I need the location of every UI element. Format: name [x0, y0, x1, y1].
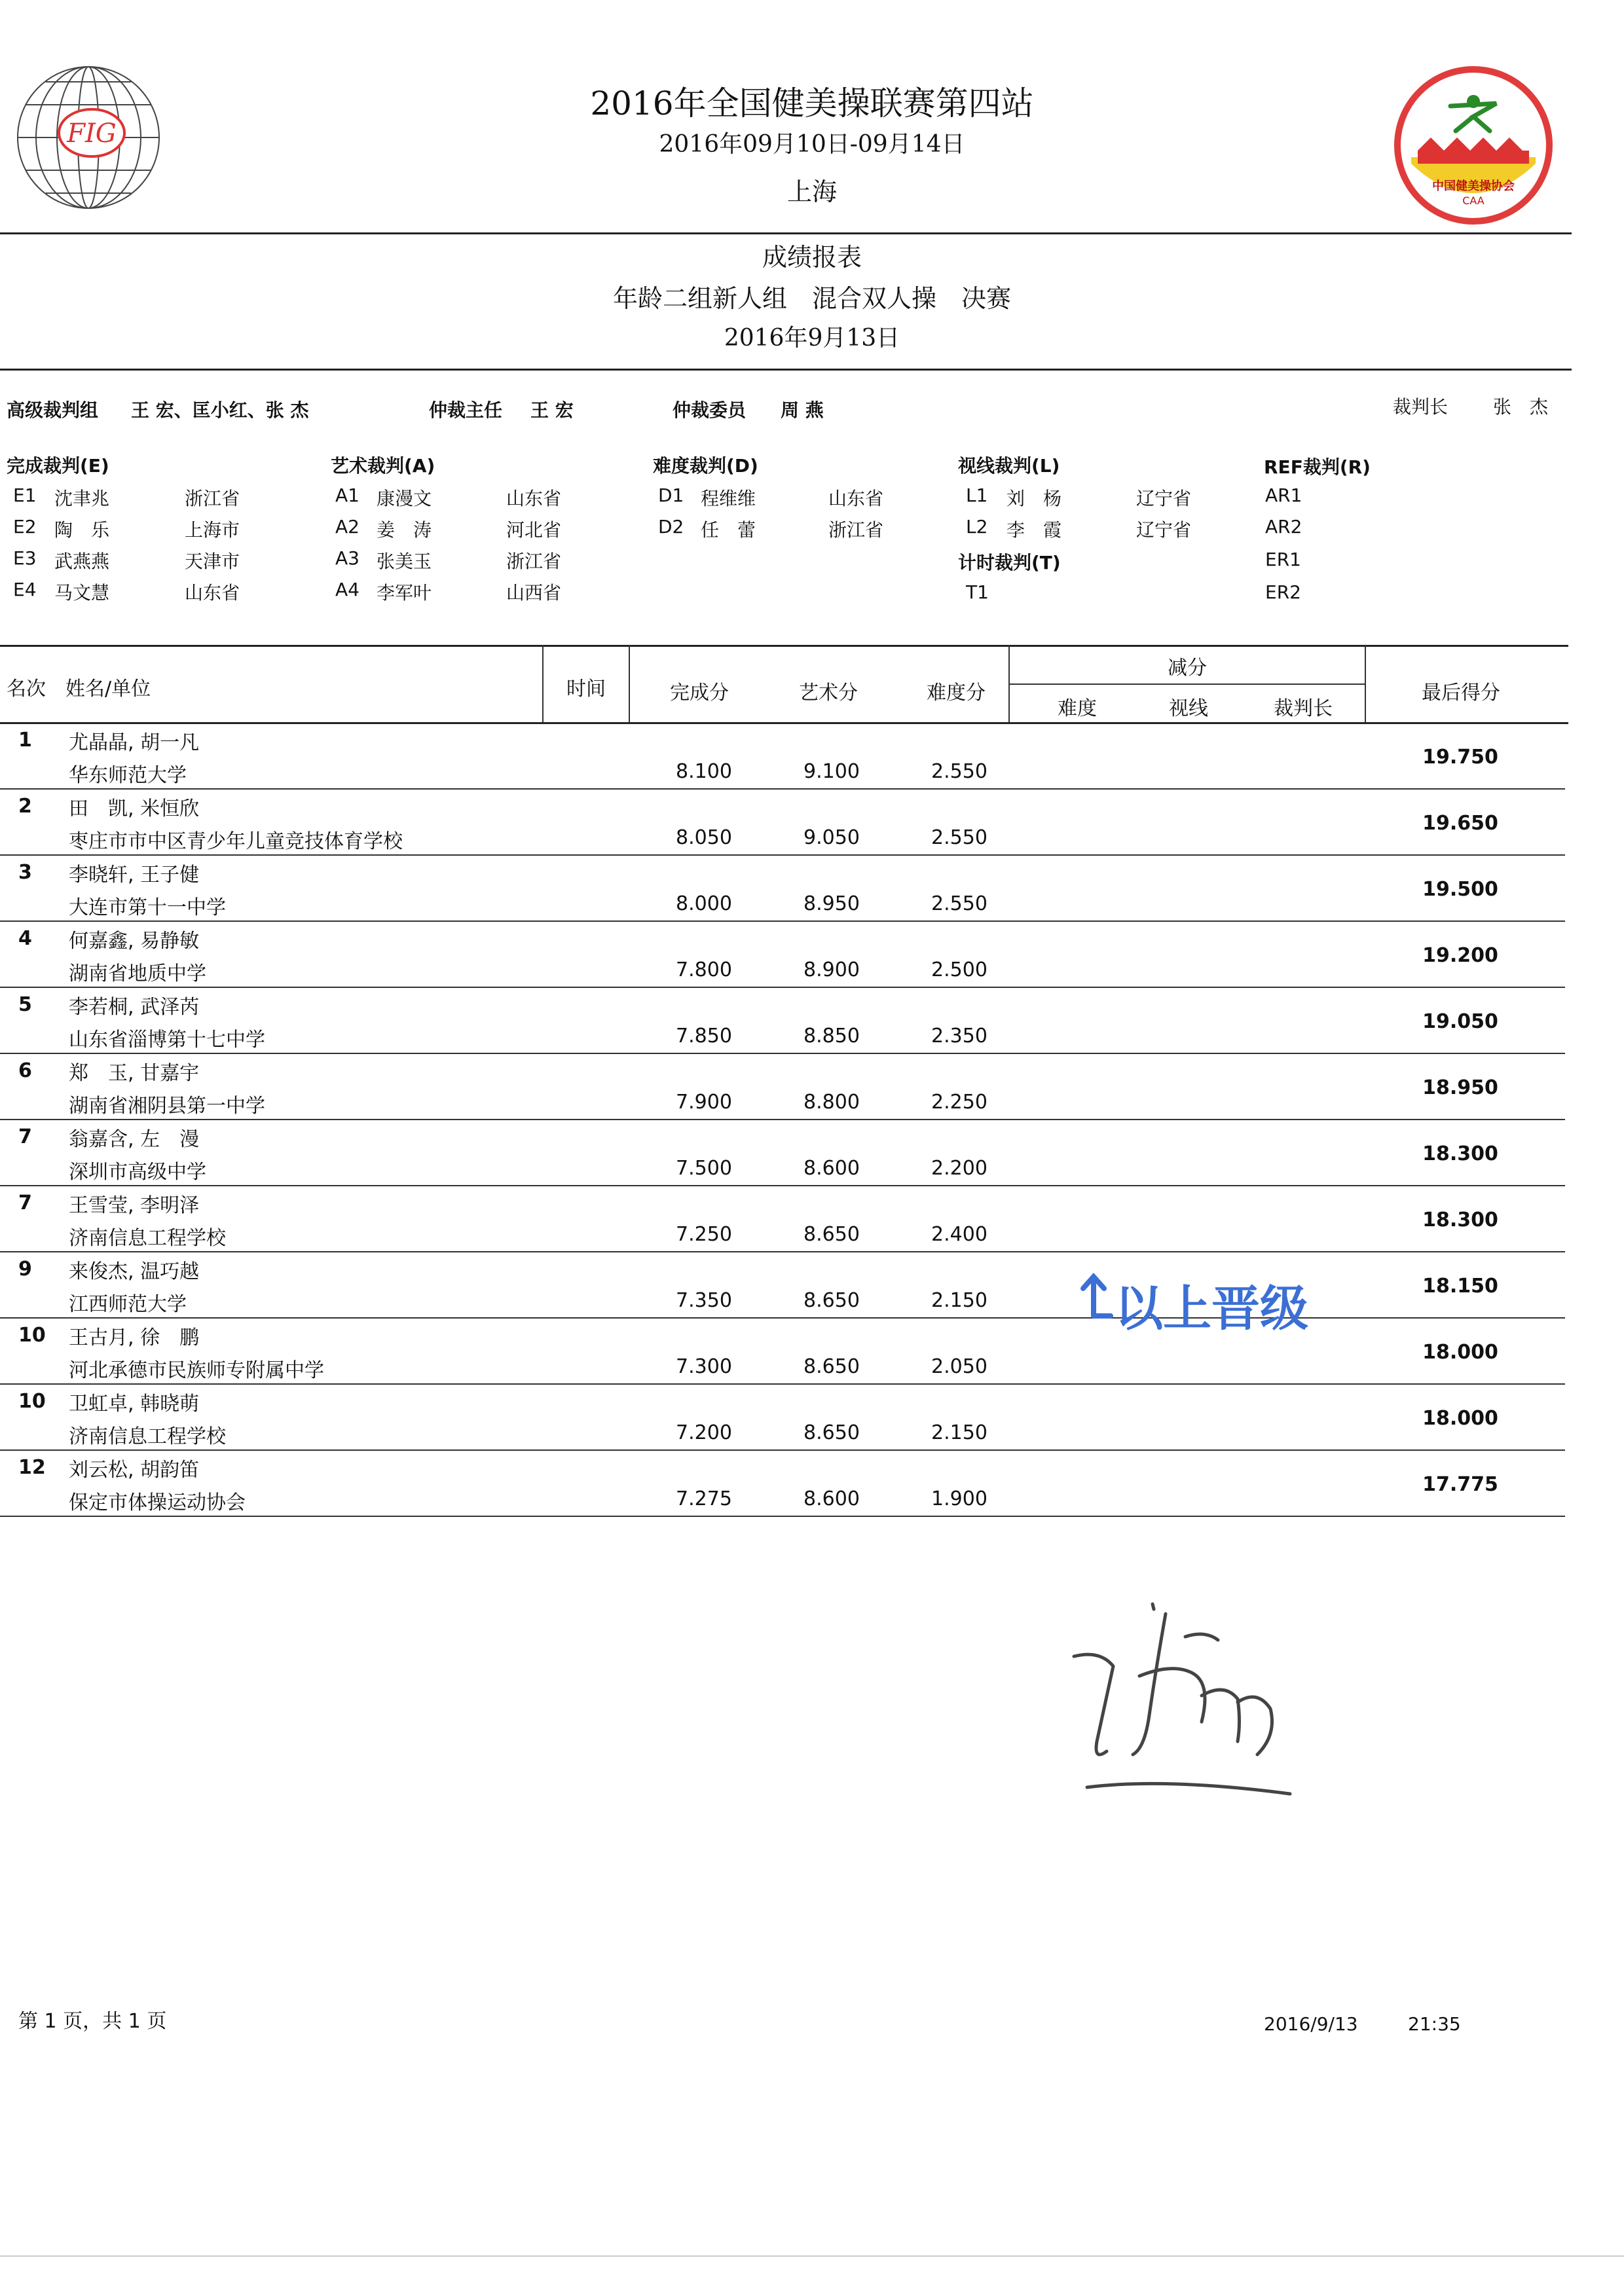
col-time: 时间 [566, 678, 606, 701]
unit-cell: 湖南省湘阴县第一中学 [69, 1095, 265, 1118]
promotion-text: 以上晋级 [1115, 1281, 1308, 1337]
art-score-cell: 8.650 [803, 1355, 860, 1378]
judge-province: 浙江省 [506, 551, 562, 572]
judge-name: 刘 杨 [1006, 488, 1062, 509]
art-score-cell: 9.100 [803, 760, 860, 783]
print-date: 2016/9/13 [1264, 2013, 1358, 2035]
ref-judges-label: REF裁判(R) [1264, 456, 1371, 478]
art-score-cell: 8.600 [803, 1157, 860, 1180]
up-arrow-icon [1074, 1270, 1113, 1322]
col-exec: 完成分 [670, 682, 729, 704]
judge-province: 辽宁省 [1136, 519, 1192, 541]
execution-judges-label: 完成裁判(E) [7, 455, 109, 477]
judge-province: 河北省 [506, 519, 562, 541]
diff-score-cell: 2.150 [931, 1421, 987, 1444]
caa-logo [1392, 65, 1555, 226]
table-row [0, 788, 1565, 856]
diff-score-cell: 2.550 [931, 826, 987, 849]
unit-cell: 济南信息工程学校 [69, 1425, 226, 1448]
event-city: 上海 [786, 177, 837, 206]
event-dates: 2016年09月10日-09月14日 [659, 131, 965, 158]
col-ded-head: 裁判长 [1274, 697, 1333, 720]
arbiter-member-name: 周 燕 [781, 399, 824, 421]
ref-judge-code: AR2 [1265, 516, 1302, 538]
diff-score-cell: 2.050 [931, 1355, 987, 1378]
rank-cell: 1 [18, 729, 32, 752]
judge-province: 山东省 [185, 582, 240, 604]
judge-province: 天津市 [185, 551, 240, 572]
exec-score-cell: 8.050 [676, 826, 732, 849]
ref-judge-code: ER2 [1265, 581, 1301, 603]
header-divider [0, 232, 1572, 234]
exec-score-cell: 7.350 [676, 1289, 732, 1312]
judge-name: 程维维 [701, 488, 756, 509]
diff-score-cell: 2.200 [931, 1157, 987, 1180]
page-indicator: 第 1 页，共 1 页 [18, 2010, 167, 2033]
unit-cell: 保定市体操运动协会 [69, 1491, 246, 1514]
unit-cell: 江西师范大学 [69, 1293, 187, 1316]
judge-code: A1 [335, 484, 360, 506]
judge-code: E4 [13, 579, 37, 600]
judge-code: E3 [13, 547, 37, 569]
report-date: 2016年9月13日 [724, 325, 900, 352]
diff-score-cell: 2.550 [931, 892, 987, 915]
exec-score-cell: 7.500 [676, 1157, 732, 1180]
judge-name: 马文慧 [54, 582, 110, 604]
svg-text:FIG: FIG [67, 118, 117, 149]
col-rank: 名次 [7, 678, 46, 701]
table-row [0, 1119, 1565, 1186]
chief-arbiter-name: 王 宏 [530, 399, 574, 421]
senior-panel-label: 高级裁判组 [7, 399, 99, 421]
judge-province: 山东省 [828, 488, 884, 509]
art-score-cell: 8.600 [803, 1487, 860, 1510]
svg-text:中国健美操协会: 中国健美操协会 [1432, 179, 1515, 193]
col-final: 最后得分 [1422, 682, 1500, 704]
signature [1061, 1591, 1310, 1813]
line-judges-label: 视线裁判(L) [958, 455, 1060, 477]
art-score-cell: 8.800 [803, 1091, 860, 1114]
globe-icon [13, 62, 164, 213]
diff-score-cell: 2.350 [931, 1025, 987, 1048]
final-score-cell: 18.150 [1422, 1275, 1498, 1298]
table-row [0, 920, 1565, 988]
exec-score-cell: 7.850 [676, 1025, 732, 1048]
final-score-cell: 17.775 [1422, 1473, 1498, 1496]
judge-province: 浙江省 [185, 488, 240, 509]
final-score-cell: 18.300 [1422, 1142, 1498, 1165]
judge-name: 康漫文 [377, 488, 432, 509]
head-judge-name: 张 杰 [1493, 396, 1549, 418]
judge-code: D2 [658, 516, 684, 538]
judge-name: 李 霞 [1006, 519, 1062, 541]
judge-code: A4 [335, 579, 360, 600]
chief-arbiter-label: 仲裁主任 [429, 399, 503, 421]
head-judge-label: 裁判长 [1393, 396, 1449, 418]
report-title: 成绩报表 [762, 243, 862, 272]
judge-name: 陶 乐 [54, 519, 110, 541]
table-row [0, 1449, 1565, 1517]
ref-judge-code: ER1 [1265, 549, 1301, 570]
judge-name: 任 蕾 [701, 519, 756, 541]
final-score-cell: 19.050 [1422, 1010, 1498, 1033]
final-score-cell: 18.950 [1422, 1076, 1498, 1099]
final-score-cell: 18.300 [1422, 1209, 1498, 1231]
judge-code: L1 [966, 484, 988, 506]
rank-cell: 3 [18, 861, 32, 884]
exec-score-cell: 7.300 [676, 1355, 732, 1378]
judge-code: E2 [13, 516, 37, 538]
report-category: 年龄二组新人组 混合双人操 决赛 [612, 284, 1011, 313]
senior-panel-names: 王 宏、匡小红、张 杰 [131, 399, 309, 421]
unit-cell: 华东师范大学 [69, 764, 187, 787]
rank-cell: 7 [18, 1192, 32, 1214]
unit-cell: 枣庄市市中区青少年儿童竞技体育学校 [69, 830, 403, 853]
athlete-names-cell: 田 凯, 米恒欣 [69, 797, 200, 820]
final-score-cell: 19.500 [1422, 878, 1498, 901]
judge-province: 浙江省 [828, 519, 884, 541]
athlete-names-cell: 郑 玉, 甘嘉宇 [69, 1062, 200, 1085]
athlete-names-cell: 李晓轩, 王子健 [69, 864, 200, 886]
judge-name: 李军叶 [377, 582, 432, 604]
exec-score-cell: 7.275 [676, 1487, 732, 1510]
exec-score-cell: 8.000 [676, 892, 732, 915]
table-row [0, 1251, 1565, 1319]
final-score-cell: 19.650 [1422, 812, 1498, 835]
art-score-cell: 8.850 [803, 1025, 860, 1048]
rank-cell: 6 [18, 1059, 32, 1082]
table-row [0, 722, 1565, 790]
athlete-names-cell: 尤晶晶, 胡一凡 [69, 731, 200, 754]
exec-score-cell: 8.100 [676, 760, 732, 783]
timing-judges-label: 计时裁判(T) [958, 552, 1061, 574]
judge-province: 辽宁省 [1136, 488, 1192, 509]
judge-code: E1 [13, 484, 37, 506]
final-score-cell: 19.200 [1422, 944, 1498, 967]
diff-score-cell: 2.550 [931, 760, 987, 783]
rank-cell: 5 [18, 993, 32, 1016]
exec-score-cell: 7.900 [676, 1091, 732, 1114]
unit-cell: 大连市第十一中学 [69, 896, 226, 919]
diff-score-cell: 2.150 [931, 1289, 987, 1312]
exec-score-cell: 7.200 [676, 1421, 732, 1444]
art-score-cell: 8.650 [803, 1289, 860, 1312]
rank-cell: 7 [18, 1125, 32, 1148]
unit-cell: 深圳市高级中学 [69, 1161, 206, 1184]
table-row [0, 987, 1565, 1054]
athlete-names-cell: 李若桐, 武泽芮 [69, 996, 200, 1019]
art-score-cell: 8.650 [803, 1421, 860, 1444]
judge-code: L2 [966, 516, 988, 538]
col-divider [629, 645, 630, 722]
diff-score-cell: 2.500 [931, 958, 987, 981]
athlete-names-cell: 王古月, 徐 鹏 [69, 1326, 200, 1349]
judge-province: 上海市 [185, 519, 240, 541]
table-row [0, 854, 1565, 922]
col-name-unit: 姓名/单位 [65, 678, 151, 701]
rank-cell: 9 [18, 1258, 32, 1281]
rank-cell: 12 [18, 1456, 46, 1479]
table-row [0, 1317, 1565, 1385]
officials-divider [0, 369, 1572, 371]
rank-cell: 4 [18, 927, 32, 950]
judge-name: 姜 涛 [377, 519, 432, 541]
final-score-cell: 18.000 [1422, 1341, 1498, 1364]
artistic-judges-label: 艺术裁判(A) [331, 455, 435, 477]
scan-edge [0, 2255, 1624, 2257]
judge-name: 武燕燕 [54, 551, 110, 572]
caa-emblem-icon [1392, 65, 1555, 226]
rank-cell: 10 [18, 1390, 46, 1413]
judge-province: 山东省 [506, 488, 562, 509]
table-row [0, 1053, 1565, 1120]
unit-cell: 湖南省地质中学 [69, 962, 206, 985]
diff-score-cell: 2.250 [931, 1091, 987, 1114]
unit-cell: 济南信息工程学校 [69, 1227, 226, 1250]
exec-score-cell: 7.800 [676, 958, 732, 981]
art-score-cell: 8.950 [803, 892, 860, 915]
athlete-names-cell: 来俊杰, 温巧越 [69, 1260, 200, 1283]
svg-text:CAA: CAA [1462, 194, 1485, 207]
diff-score-cell: 2.400 [931, 1223, 987, 1246]
difficulty-judges-label: 难度裁判(D) [653, 455, 758, 477]
unit-cell: 山东省淄博第十七中学 [69, 1029, 265, 1051]
art-score-cell: 8.650 [803, 1223, 860, 1246]
judge-name: 沈聿兆 [54, 488, 110, 509]
table-row [0, 1185, 1565, 1252]
judge-code: A3 [335, 547, 360, 569]
ref-judge-code: AR1 [1265, 484, 1302, 506]
unit-cell: 河北承德市民族师专附属中学 [69, 1359, 324, 1382]
judge-code: D1 [658, 484, 684, 506]
event-title: 2016年全国健美操联赛第四站 [590, 84, 1034, 122]
judge-code: A2 [335, 516, 360, 538]
diff-score-cell: 1.900 [931, 1487, 987, 1510]
judge-province: 山西省 [506, 582, 562, 604]
athlete-names-cell: 翁嘉含, 左 漫 [69, 1128, 200, 1151]
col-deduction: 减分 [1168, 657, 1207, 680]
print-time: 21:35 [1408, 2013, 1461, 2035]
judge-name: 张美玉 [377, 551, 432, 572]
rank-cell: 2 [18, 795, 32, 818]
deduction-divider [1008, 683, 1365, 685]
col-ded-diff: 难度 [1058, 697, 1097, 720]
table-row [0, 1383, 1565, 1451]
athlete-names-cell: 王雪莹, 李明泽 [69, 1194, 200, 1217]
final-score-cell: 19.750 [1422, 746, 1498, 769]
judge-code: T1 [966, 581, 989, 603]
table-header [0, 645, 1568, 722]
col-art: 艺术分 [799, 682, 858, 704]
exec-score-cell: 7.250 [676, 1223, 732, 1246]
athlete-names-cell: 刘云松, 胡韵笛 [69, 1459, 200, 1482]
art-score-cell: 9.050 [803, 826, 860, 849]
rank-cell: 10 [18, 1324, 46, 1347]
fig-logo [13, 62, 164, 213]
arbiter-member-label: 仲裁委员 [673, 399, 747, 421]
athlete-names-cell: 卫虹卓, 韩晓萌 [69, 1393, 200, 1415]
col-ded-line: 视线 [1169, 697, 1208, 720]
col-diff: 难度分 [927, 682, 986, 704]
athlete-names-cell: 何嘉鑫, 易静敏 [69, 930, 200, 953]
art-score-cell: 8.900 [803, 958, 860, 981]
signature-icon [1061, 1591, 1310, 1813]
final-score-cell: 18.000 [1422, 1407, 1498, 1430]
